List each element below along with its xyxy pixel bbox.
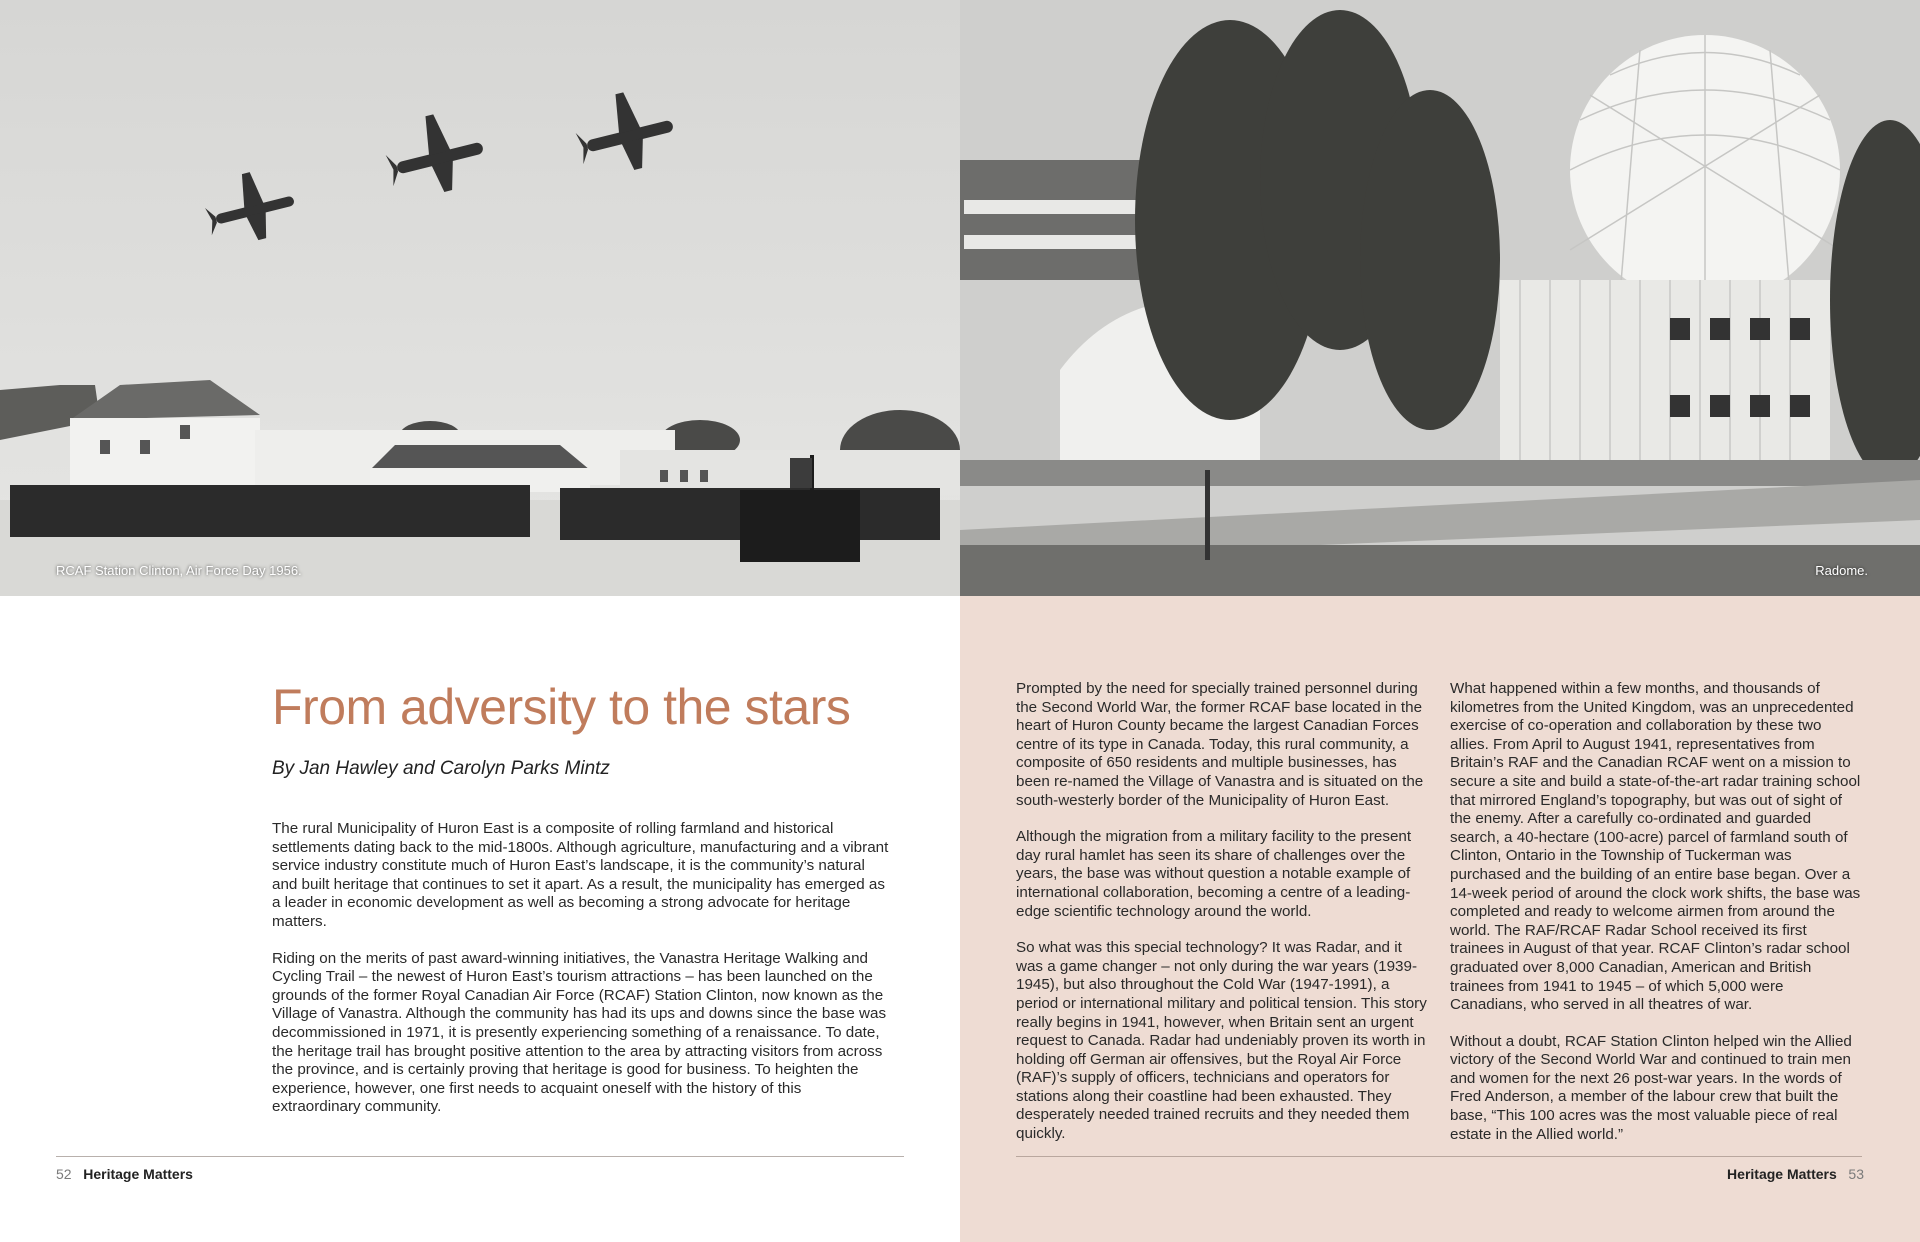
footer-rule (56, 1156, 904, 1157)
page-footer-right (1727, 1166, 1864, 1182)
photo-caption-right: Radome. (1815, 563, 1868, 578)
footer-rule (1016, 1156, 1862, 1157)
page-footer-left (56, 1166, 193, 1182)
publication-name: Heritage Matters (83, 1166, 193, 1182)
paragraph: What happened within a few months, and thousands of kilometres from the United Kingdom, was an unprecedented exercise of co-operation and collaboration by these two allies. From April to August 1941, representatives from Britain’s RAF and the Canadian RCAF went on a mission to secure a site and build a state-of-the-art radar training school that mirrored England’s topography, but was out of sight of the enemy. After a carefully co-ordinated and guarded search, a 40-hectare (100-acre) parcel of farmland south of Clinton, Ontario in the Township of Tuckerman was purchased and the building of an entire base began. Over a 14-week period of around the clock work shifts, the base was completed and ready to welcome airmen from around the world. The RAF/RCAF Radar School received its first trainees in August of that year. RCAF Clinton’s radar school graduated over 8,000 Canadian, American and British trainees from 1941 to 1945 – of which 5,000 were Canadians, who served in all theatres of war. (1450, 680, 1861, 1014)
air-force-day-photo (0, 0, 960, 596)
article-title: From adversity to the stars (272, 679, 851, 735)
paragraph: Prompted by the need for specially trained personnel during the Second World War, the former RCAF base located in the heart of Huron County became the largest Canadian Forces centre of its type in Canada. Today, this rural community, a composite of 650 residents and multiple businesses, has been re-named the Village of Vanastra and is situated on the south-westerly border of the Municipality of Huron East. (1016, 680, 1424, 809)
article-byline: By Jan Hawley and Carolyn Parks Mintz (272, 758, 610, 779)
paragraph: Riding on the merits of past award-winning initiatives, the Vanastra Heritage Walking and Cycling Trail – the newest of Huron East’s tourism attractions – has been launched on the grounds of the former Royal Canadian Air Force (RCAF) Station Clinton, now known as the Village of Vanastra. Although the community has had its ups and downs since the base was decommissioned in 1971, it is presently experiencing something of a renaissance. To date, the heritage trail has brought positive attention to the area by attracting visitors from across the province, and is certainly proving that heritage is good for business. To heighten the experience, however, one first needs to acquaint oneself with the history of this extraordinary community. (272, 949, 887, 1116)
photo-caption-left: RCAF Station Clinton, Air Force Day 1956. (56, 563, 302, 578)
page-number: 52 (56, 1166, 72, 1182)
paragraph: The rural Municipality of Huron East is a composite of rolling farmland and historical settlements dating back to the mid-1800s. Although agriculture, manufacturing and a vibrant service industry constitute much of Huron East’s landscape, it is the community’s natural and built heritage that continues to set it apart. As a result, the municipality has emerged as a leader in economic development as well as becoming a strong advocate for heritage matters. (272, 820, 889, 930)
article-intro-text (272, 820, 892, 1135)
paragraph: Although the migration from a military facility to the present day rural hamlet has seen its share of challenges over the years, the base was without question a notable example of international collaboration, becoming a centre of a leading-edge scientific technology around the world. (1016, 828, 1412, 920)
paragraph: So what was this special technology? It was Radar, and it was a game changer – not only during the war years (1939-1945), but also throughout the Cold War (1947-1991), a period or international military and political tension. This story really begins in 1941, however, when Britain sent an urgent request to Canada. Radar had undeniably proven its worth in holding off German air offensives, but the Royal Air Force (RAF)’s supply of officers, technicians and operators for stations along their coastline had been exhausted. They desperately needed trained recruits and they needed them quickly. (1016, 939, 1427, 1143)
publication-name: Heritage Matters (1727, 1166, 1837, 1182)
article-column-1 (1016, 680, 1428, 1162)
radome-photo (960, 0, 1920, 596)
right-page (960, 0, 1920, 1242)
article-column-2 (1450, 680, 1862, 1162)
radome-image (960, 0, 1920, 596)
page-number: 53 (1848, 1166, 1864, 1182)
paragraph: Without a doubt, RCAF Station Clinton helped win the Allied victory of the Second World War and continued to train men and women for the next 26 post-war years. In the words of Fred Anderson, a member of the labour crew that built the base, “This 100 acres was the most valuable piece of real estate in the Allied world.” (1450, 1032, 1852, 1143)
parade-airplanes-image (0, 0, 960, 596)
